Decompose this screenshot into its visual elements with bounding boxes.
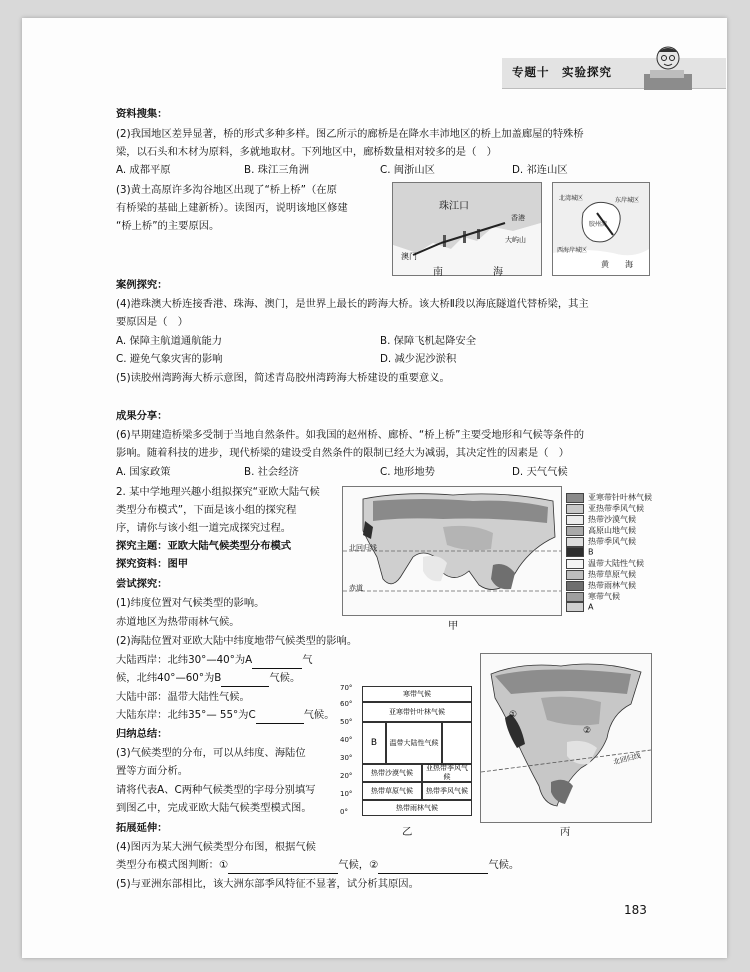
map-label: 胶州湾 [589, 221, 608, 228]
zone-cell: 热带草原气候 [362, 782, 422, 800]
climate-legend [566, 492, 656, 616]
fill-line-east-coast [116, 707, 335, 724]
legend-swatch [566, 547, 584, 557]
legend-swatch [566, 526, 584, 536]
map-label-tropic: 北回归线 [612, 751, 642, 767]
legend-swatch [566, 592, 584, 602]
zone-cell: 热带沙漠气候 [362, 764, 422, 782]
lat-tick: 60° [340, 700, 353, 708]
question-text: 影响。随着科技的进步，现代桥梁的建设受自然条件的限制已经大为减弱，其决定性的因素是（ ） [116, 447, 570, 459]
section-heading-try: 尝试探究： [116, 578, 168, 590]
section-heading-data-collection: 资料搜集： [116, 108, 168, 120]
question-text: (2)我国地区差异显著，桥的形式多种多样。图乙所示的廊桥是在降水丰沛地区的桥上加盖廊屋的特殊桥 [116, 128, 584, 140]
legend-label: 热带草原气候 [588, 570, 636, 579]
legend-label: 热带沙漠气候 [588, 515, 636, 524]
map-label: 西海岸城区 [557, 247, 588, 254]
map-label: 海 [625, 260, 633, 269]
question-text: 要原因是（ ） [116, 316, 189, 328]
legend-label: 寒带气候 [588, 592, 620, 601]
zone-cell: 热带季风气候 [422, 782, 472, 800]
section-heading-extension: 拓展延伸： [116, 822, 168, 834]
fill-text: 候，北纬40°—60°为B [116, 672, 222, 684]
legend-item [566, 558, 644, 569]
zone-cell: 亚热带季风气候 [422, 764, 472, 782]
legend-label: B [588, 547, 594, 557]
answer-blank[interactable] [252, 657, 302, 669]
question-text: 请将代表A、C两种气候类型的字母分别填写 [116, 784, 316, 796]
legend-label: 高原山地气候 [588, 526, 636, 535]
option-c: C. 闽浙山区 [380, 164, 435, 176]
legend-item [566, 514, 636, 525]
fill-text: 气 [302, 654, 313, 666]
question-text: (5)读胶州湾跨海大桥示意图，简述青岛胶州湾跨海大桥建设的重要意义。 [116, 372, 450, 384]
map-label: 北湾城区 [559, 195, 584, 202]
header-title: 专题十 实验探究 [512, 65, 612, 79]
question-text: 赤道地区为热带雨林气候。 [116, 616, 240, 628]
question-text: (3)气候类型的分布，可以从纬度、海陆位 [116, 747, 306, 759]
question-text: 有桥梁的基础上建新桥）。读图丙，说明该地区修建 [116, 202, 348, 214]
answer-blank[interactable] [228, 862, 338, 874]
zone-cell-empty[interactable] [442, 722, 472, 764]
fill-text: 气候，② [338, 859, 379, 871]
option-d: D. 减少泥沙淤积 [380, 353, 457, 365]
legend-label: 温带大陆性气候 [588, 559, 644, 568]
question-text: (3)黄土高原许多沟谷地区出现了“桥上桥”（在原 [116, 184, 337, 196]
option-b: B. 珠江三角洲 [244, 164, 310, 176]
fill-text: 气候。 [269, 672, 301, 684]
section-heading-summary: 归纳总结： [116, 728, 168, 740]
answer-blank[interactable] [221, 675, 269, 687]
map-label: 澳门 [401, 252, 417, 261]
answer-blank[interactable] [378, 862, 488, 874]
option-d: D. 天气气候 [512, 466, 568, 478]
section-heading-case-study: 案例探究： [116, 279, 168, 291]
lat-tick: 30° [340, 754, 353, 762]
legend-swatch [566, 581, 584, 591]
fill-text: 大陆东岸：北纬35°— 55°为C [116, 709, 256, 721]
question-text: “桥上桥”的主要原因。 [116, 220, 220, 232]
question-text: 类型分布模式”，下面是该小组的探究程 [116, 504, 297, 516]
option-a: A. 保障主航道通航能力 [116, 335, 223, 347]
question-text: (4)港珠澳大桥连接香港、珠海、澳门，是世界上最长的跨海大桥。该大桥Ⅱ段以海底隧道代替桥梁，其主 [116, 298, 589, 310]
question-text: (1)纬度位置对气候类型的影响。 [116, 597, 265, 609]
marker-2: ② [583, 726, 592, 736]
legend-label: 热带雨林气候 [588, 581, 636, 590]
lat-tick: 0° [340, 808, 348, 816]
map-label: 香港 [511, 214, 525, 222]
lat-tick: 40° [340, 736, 353, 744]
fill-line-west-coast [116, 652, 313, 669]
zone-cell-b: B [362, 722, 386, 764]
legend-item [566, 580, 636, 591]
lat-tick: 50° [340, 718, 353, 726]
option-d: D. 祁连山区 [512, 164, 568, 176]
marker-1: ① [509, 710, 518, 720]
eurasia-climate-map [342, 486, 562, 616]
map-label: 南 [433, 267, 443, 278]
question-text: (2)海陆位置对亚欧大陆中纬度地带气候类型的影响。 [116, 635, 358, 647]
question-text: 大陆中部：温带大陆性气候。 [116, 691, 250, 703]
legend-item [566, 569, 636, 580]
legend-label: 亚热带季风气候 [588, 504, 644, 513]
north-america-climate-map [480, 653, 652, 823]
question-text: (5)与亚洲东部相比，该大洲东部季风特征不显著，试分析其原因。 [116, 878, 419, 890]
mascot-illustration [640, 44, 696, 92]
climate-model-diagram [340, 680, 480, 820]
figure-caption-jia: 甲 [448, 620, 459, 632]
question-text: 到图乙中，完成亚欧大陆气候类型模式图。 [116, 802, 312, 814]
legend-swatch [566, 504, 584, 514]
legend-label: 热带季风气候 [588, 537, 636, 546]
legend-label: 亚寒带针叶林气候 [588, 493, 652, 502]
map-label: 珠江口 [439, 201, 469, 212]
fill-line-bing [116, 857, 519, 874]
legend-swatch [566, 493, 584, 503]
question-text: 置等方面分析。 [116, 765, 189, 777]
legend-item [566, 492, 652, 503]
zone-cell: 温带大陆性气候 [386, 722, 442, 764]
question-text: 探究主题：亚欧大陆气候类型分布模式 [116, 540, 292, 552]
fill-text: 类型分布模式图判断：① [116, 859, 229, 871]
north-america-map-drawing [481, 654, 651, 822]
lat-tick: 70° [340, 684, 353, 692]
zone-cell: 热带雨林气候 [362, 800, 472, 816]
legend-item [566, 503, 644, 514]
fill-text: 气候。 [488, 859, 520, 871]
page-number: 183 [624, 903, 647, 917]
fill-line-west-coast-b [116, 670, 300, 687]
option-b: B. 社会经济 [244, 466, 299, 478]
zone-cell: 亚寒带针叶林气候 [362, 702, 472, 722]
legend-item [566, 547, 594, 558]
map-label: 大屿山 [505, 236, 526, 244]
question-text: 序，请你与该小组一道完成探究过程。 [116, 522, 292, 534]
map-label: 黄 [601, 260, 609, 269]
fill-text: 气候。 [303, 709, 335, 721]
option-c: C. 地形地势 [380, 466, 435, 478]
legend-item [566, 525, 636, 536]
option-a: A. 国家政策 [116, 466, 171, 478]
legend-swatch [566, 515, 584, 525]
legend-swatch [566, 570, 584, 580]
legend-swatch [566, 602, 584, 612]
figure-caption-bing: 丙 [560, 826, 571, 838]
jiaozhou-bay-map [552, 182, 650, 276]
option-a: A. 成都平原 [116, 164, 171, 176]
fill-text: 大陆西岸：北纬30°—40°为A [116, 654, 253, 666]
question-text: (4)图丙为某大洲气候类型分布图，根据气候 [116, 841, 316, 853]
option-b: B. 保障飞机起降安全 [380, 335, 476, 347]
map-label-tropic: 北回归线 [349, 544, 377, 552]
question-text: 2. 某中学地理兴趣小组拟探究“亚欧大陆气候 [116, 486, 320, 498]
legend-swatch [566, 559, 584, 569]
legend-item [566, 536, 636, 547]
figure-caption-yi: 乙 [402, 826, 413, 838]
legend-label: A [588, 602, 594, 612]
legend-item [566, 591, 620, 602]
zone-cell: 寒带气候 [362, 686, 472, 702]
section-heading-results: 成果分享： [116, 410, 168, 422]
map-label-equator: 赤道 [349, 584, 363, 592]
question-text: 梁，以石头和木材为原料，多就地取材。下列地区中，廊桥数量相对较多的是（ ） [116, 146, 497, 158]
map-label: 东岸城区 [615, 197, 640, 204]
lat-tick: 10° [340, 790, 353, 798]
legend-item [566, 602, 593, 613]
question-text: 探究资料：图甲 [116, 558, 189, 570]
pearl-river-bridge-map [392, 182, 542, 276]
legend-swatch [566, 537, 584, 547]
map-label: 海 [493, 267, 503, 278]
option-c: C. 避免气象灾害的影响 [116, 353, 223, 365]
answer-blank[interactable] [256, 712, 304, 724]
lat-tick: 20° [340, 772, 353, 780]
question-text: (6)早期建造桥梁多受制于当地自然条件。如我国的赵州桥、廊桥、“桥上桥”主要受地形和气候等条件的 [116, 429, 585, 441]
